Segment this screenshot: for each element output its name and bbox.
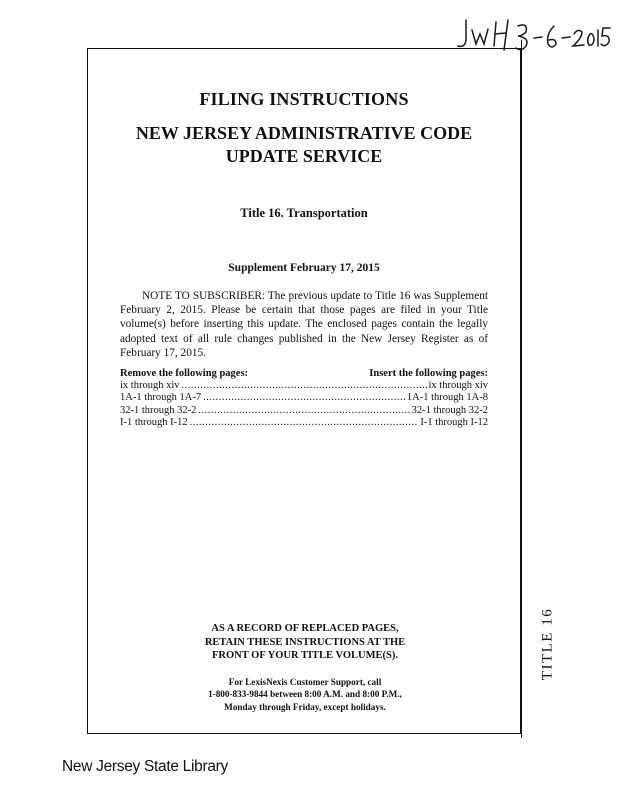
library-stamp: New Jersey State Library — [62, 758, 228, 775]
page-row — [120, 417, 488, 429]
title-side-tab — [518, 594, 578, 694]
page-row — [120, 405, 488, 417]
subscriber-note — [120, 289, 488, 360]
remove-pages: ix through xiv — [120, 380, 180, 392]
leader-dots — [190, 417, 419, 429]
leader-dots — [203, 392, 405, 404]
support-line: 1-800-833-9844 between 8:00 A.M. and 8:00 P.M., — [208, 689, 402, 700]
page-row — [120, 380, 488, 392]
remove-header: Remove the following pages: — [120, 368, 249, 379]
title-subject: Title 16. Transportation — [240, 206, 368, 220]
supplement-date: Supplement February 17, 2015 — [228, 262, 380, 274]
insert-pages: ix through xiv — [428, 380, 488, 392]
remove-pages: 1A-1 through 1A-7 — [120, 392, 202, 404]
record-line: AS A RECORD OF REPLACED PAGES, — [211, 623, 399, 634]
record-line: FRONT OF YOUR TITLE VOLUME(S). — [212, 650, 398, 661]
insert-header: Insert the following pages: — [369, 368, 488, 379]
remove-pages: 32-1 through 32-2 — [120, 404, 197, 416]
code-title-heading — [96, 122, 512, 168]
code-title-line: NEW JERSEY ADMINISTRATIVE CODE — [135, 123, 473, 143]
side-tab-label: TITLE 16 — [539, 607, 556, 681]
note-text: The previous update to Title 16 was Supplement February 2, 2015. Please be certain that those pages are filed in your Title volume(s) before inserting this update. The enclosed pages contain the legally adopted text of all rule changes published in the New Jersey Register as of February 17, 2015. — [120, 290, 488, 359]
insert-pages: 32-1 through 32-2 — [411, 404, 488, 416]
insert-pages: 1A-1 through 1A-8 — [406, 392, 488, 404]
record-instructions — [150, 622, 460, 663]
insert-pages: I-1 through I-12 — [420, 416, 488, 428]
customer-support-info — [150, 676, 460, 713]
leader-dots — [182, 380, 427, 392]
support-line: Monday through Friday, except holidays. — [224, 701, 386, 712]
note-label: NOTE TO SUBSCRIBER: — [142, 290, 266, 302]
filing-instructions-heading: FILING INSTRUCTIONS — [199, 89, 409, 109]
support-line: For LexisNexis Customer Support, call — [228, 677, 382, 687]
leader-dots — [198, 405, 409, 417]
page-list-header — [120, 368, 488, 380]
remove-pages: I-1 through I-12 — [120, 416, 188, 428]
update-service-line: UPDATE SERVICE — [225, 146, 383, 166]
page-replacement-list — [120, 368, 488, 429]
page-row — [120, 392, 488, 404]
record-line: RETAIN THESE INSTRUCTIONS AT THE — [204, 636, 406, 648]
